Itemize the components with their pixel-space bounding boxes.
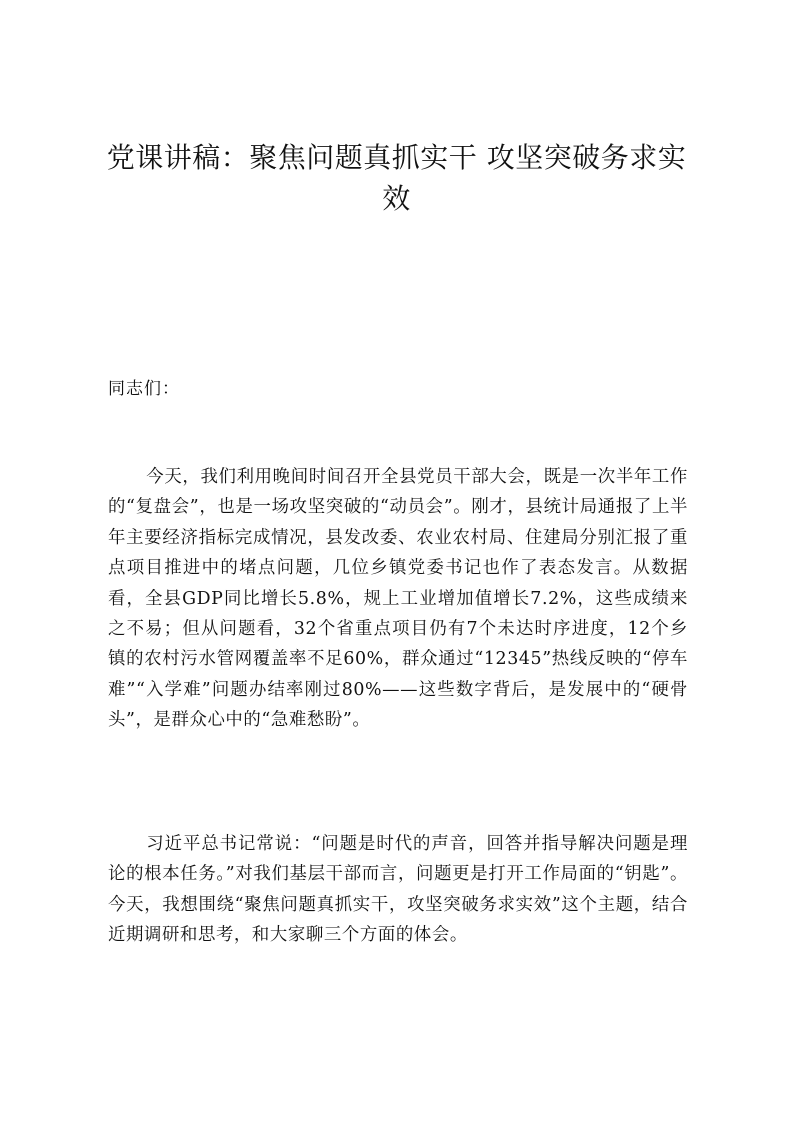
document-title: 党课讲稿：聚焦问题真抓实干 攻坚突破务求实效 (106, 141, 687, 215)
paragraph-opening: 今天，我们利用晚间时间召开全县党员干部大会，既是一次半年工作的“复盘会”，也是一场攻坚突破的“动员会”。刚才，县统计局通报了上半年主要经济指标完成情况，县发改委、农业农村局、住建局分别汇报了重点项目推进中的堵点问题，几位乡镇党委书记也作了表态发言。从数据看，全县GDP同比增长5.8%，规上工业增加值增长7.2%，这些成绩来之不易；但从问题看，32个省重点项目仍有7个未达时序进度，12个乡镇的农村污水管网覆盖率不足60%，群众通过“12345”热线反映的“停车难”“入学难”问题办结率刚过80%——这些数字背后，是发展中的“硬骨头”，是群众心中的“急难愁盼”。 (108, 467, 688, 731)
paragraph-theme: 习近平总书记常说：“问题是时代的声音，回答并指导解决问题是理论的根本任务。”对我们基层干部而言，问题更是打开工作局面的“钥匙”。今天，我想围绕“聚焦问题真抓实干，攻坚突破务求实效”这个主题，结合近期调研和思考，和大家聊三个方面的体会。 (108, 834, 688, 946)
salutation: 同志们： (108, 379, 180, 399)
